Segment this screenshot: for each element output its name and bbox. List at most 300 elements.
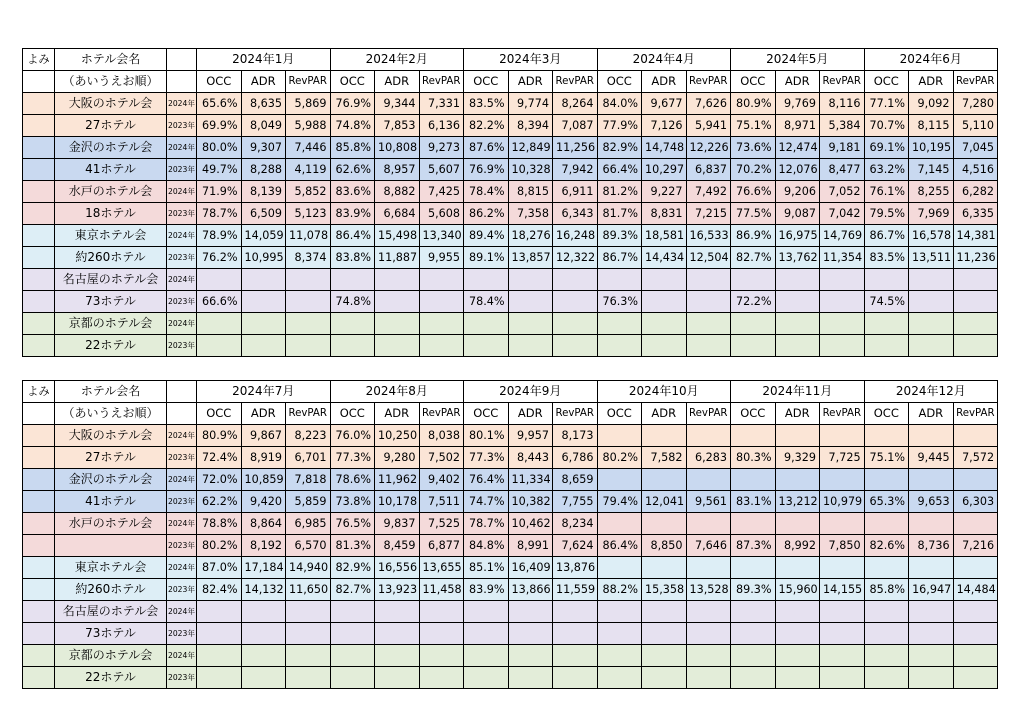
table-cell <box>864 425 909 447</box>
table-cell <box>731 425 776 447</box>
metric-header-adr: ADR <box>241 71 286 93</box>
table-cell: 83.8% <box>330 247 375 269</box>
table-cell: 8,443 <box>508 447 553 469</box>
table-cell: 87.0% <box>197 557 242 579</box>
table-cell: 11,458 <box>419 579 464 601</box>
table-cell: 69.1% <box>864 137 909 159</box>
table-cell: 14,769 <box>820 225 865 247</box>
table-cell: 77.1% <box>864 93 909 115</box>
table-cell: 81.7% <box>597 203 642 225</box>
table-cell <box>286 601 331 623</box>
table-cell <box>642 291 687 313</box>
table-cell: 8,394 <box>508 115 553 137</box>
hotel-group-name: 27ホテル <box>55 447 167 469</box>
table-cell: 7,145 <box>909 159 954 181</box>
metric-header-adr: ADR <box>642 71 687 93</box>
table-cell: 7,511 <box>419 491 464 513</box>
hotel-group-name: 名古屋のホテル会 <box>55 269 167 291</box>
year-label: 2023年 <box>167 623 197 645</box>
table-cell <box>241 335 286 357</box>
table-cell: 16,578 <box>909 225 954 247</box>
hotel-group-header: ホテル会名 <box>55 49 167 71</box>
table-row <box>23 469 998 491</box>
table-cell: 84.0% <box>597 93 642 115</box>
table-cell <box>953 513 998 535</box>
hotel-group-name: 水戸のホテル会 <box>55 513 167 535</box>
table-cell <box>731 313 776 335</box>
table-cell <box>375 269 420 291</box>
table-cell <box>775 601 820 623</box>
table-cell: 16,409 <box>508 557 553 579</box>
table-cell <box>909 601 954 623</box>
table-cell <box>731 645 776 667</box>
table-cell: 7,446 <box>286 137 331 159</box>
table-cell: 8,264 <box>553 93 598 115</box>
table-cell: 84.8% <box>464 535 509 557</box>
table-cell <box>419 601 464 623</box>
table-cell: 80.2% <box>197 535 242 557</box>
table-cell: 7,358 <box>508 203 553 225</box>
table-cell: 86.4% <box>597 535 642 557</box>
table-cell: 9,092 <box>909 93 954 115</box>
table-row <box>23 425 998 447</box>
table-cell <box>241 313 286 335</box>
table-cell: 12,474 <box>775 137 820 159</box>
table-cell <box>953 557 998 579</box>
table-cell: 9,227 <box>642 181 687 203</box>
table-cell <box>775 291 820 313</box>
table-cell: 11,354 <box>820 247 865 269</box>
table-cell: 15,498 <box>375 225 420 247</box>
table-cell <box>464 645 509 667</box>
table-cell: 10,382 <box>508 491 553 513</box>
table-cell: 11,078 <box>286 225 331 247</box>
table-cell: 8,850 <box>642 535 687 557</box>
table-cell <box>686 557 731 579</box>
table-cell <box>286 667 331 689</box>
table-cell <box>553 645 598 667</box>
metric-header-revpar: RevPAR <box>820 403 865 425</box>
year-label: 2023年 <box>167 335 197 357</box>
table-cell <box>775 667 820 689</box>
table-cell <box>286 313 331 335</box>
table-cell <box>508 623 553 645</box>
table-cell: 13,923 <box>375 579 420 601</box>
table-cell: 13,340 <box>419 225 464 247</box>
year-label: 2024年 <box>167 557 197 579</box>
table-cell: 4,516 <box>953 159 998 181</box>
hotel-stats-table-jan-jun <box>22 48 998 357</box>
metric-header-revpar: RevPAR <box>953 71 998 93</box>
year-label: 2023年 <box>167 667 197 689</box>
table-cell: 7,280 <box>953 93 998 115</box>
table-cell: 6,684 <box>375 203 420 225</box>
table-cell: 8,139 <box>241 181 286 203</box>
table-cell: 7,969 <box>909 203 954 225</box>
table-cell: 9,955 <box>419 247 464 269</box>
table-cell: 8,477 <box>820 159 865 181</box>
table-cell: 6,837 <box>686 159 731 181</box>
table-cell: 4,119 <box>286 159 331 181</box>
table-cell: 10,297 <box>642 159 687 181</box>
table-cell: 9,677 <box>642 93 687 115</box>
table-cell: 16,947 <box>909 579 954 601</box>
table-cell <box>330 623 375 645</box>
table-cell <box>909 291 954 313</box>
table-cell <box>864 269 909 291</box>
table-cell <box>508 313 553 335</box>
month-header-row <box>23 49 998 71</box>
table-cell: 13,655 <box>419 557 464 579</box>
metric-header-adr: ADR <box>642 403 687 425</box>
yomi-cell <box>23 579 55 601</box>
table-cell <box>864 469 909 491</box>
table-cell: 6,136 <box>419 115 464 137</box>
table-cell: 7,052 <box>820 181 865 203</box>
metric-header-occ: OCC <box>597 403 642 425</box>
table-cell <box>775 269 820 291</box>
table-cell: 8,374 <box>286 247 331 269</box>
table-cell <box>375 335 420 357</box>
table-cell <box>286 269 331 291</box>
table-cell <box>731 557 776 579</box>
table-cell: 10,808 <box>375 137 420 159</box>
table-cell <box>864 601 909 623</box>
table-cell <box>597 513 642 535</box>
metric-header-adr: ADR <box>909 403 954 425</box>
table-cell <box>820 291 865 313</box>
table-cell: 74.8% <box>330 115 375 137</box>
year-label: 2024年 <box>167 313 197 335</box>
table-cell: 6,335 <box>953 203 998 225</box>
table-cell: 78.7% <box>197 203 242 225</box>
table-cell: 13,762 <box>775 247 820 269</box>
table-cell: 15,358 <box>642 579 687 601</box>
table-cell <box>909 623 954 645</box>
table-cell <box>330 313 375 335</box>
table-cell <box>864 645 909 667</box>
table-cell <box>597 645 642 667</box>
yomi-cell <box>23 447 55 469</box>
table-cell <box>953 601 998 623</box>
table-cell: 76.4% <box>464 469 509 491</box>
table-cell <box>375 623 420 645</box>
table-cell: 8,049 <box>241 115 286 137</box>
metric-header-row <box>23 71 998 93</box>
table-cell: 73.6% <box>731 137 776 159</box>
table-cell: 78.9% <box>197 225 242 247</box>
table-cell: 7,850 <box>820 535 865 557</box>
metric-header-adr: ADR <box>241 403 286 425</box>
table-cell <box>419 269 464 291</box>
year-label: 2024年 <box>167 181 197 203</box>
table-cell: 82.9% <box>597 137 642 159</box>
table-cell: 8,234 <box>553 513 598 535</box>
table-row <box>23 291 998 313</box>
table-cell <box>686 313 731 335</box>
table-cell: 7,216 <box>953 535 998 557</box>
table-cell: 49.7% <box>197 159 242 181</box>
table-cell: 9,181 <box>820 137 865 159</box>
table-cell: 8,635 <box>241 93 286 115</box>
hotel-group-name: 41ホテル <box>55 159 167 181</box>
table-cell: 6,911 <box>553 181 598 203</box>
table-cell: 83.5% <box>864 247 909 269</box>
table-cell: 14,434 <box>642 247 687 269</box>
table-cell <box>330 335 375 357</box>
table-cell: 76.3% <box>597 291 642 313</box>
yomi-cell <box>23 269 55 291</box>
table-cell <box>553 667 598 689</box>
table-row <box>23 645 998 667</box>
table-cell: 88.2% <box>597 579 642 601</box>
table-row <box>23 557 998 579</box>
table-cell: 10,979 <box>820 491 865 513</box>
metric-header-occ: OCC <box>197 71 242 93</box>
table-cell <box>731 623 776 645</box>
table-cell: 8,882 <box>375 181 420 203</box>
table-cell: 8,864 <box>241 513 286 535</box>
table-cell <box>419 335 464 357</box>
yomi-cell <box>23 93 55 115</box>
yomi-cell <box>23 557 55 579</box>
month-header-row <box>23 381 998 403</box>
table-cell: 62.6% <box>330 159 375 181</box>
table-row <box>23 159 998 181</box>
table-cell: 6,570 <box>286 535 331 557</box>
table-cell <box>775 513 820 535</box>
metric-header-adr: ADR <box>375 71 420 93</box>
table-cell <box>820 513 865 535</box>
order-note: （あいうえお順） <box>55 71 167 93</box>
table-cell: 8,459 <box>375 535 420 557</box>
yomi-blank <box>23 403 55 425</box>
table-cell: 8,255 <box>909 181 954 203</box>
table-row <box>23 203 998 225</box>
year-label: 2023年 <box>167 579 197 601</box>
hotel-group-name: 名古屋のホテル会 <box>55 601 167 623</box>
table-cell <box>286 291 331 313</box>
metric-header-occ: OCC <box>731 71 776 93</box>
table-cell <box>241 269 286 291</box>
table-cell <box>820 313 865 335</box>
table-cell: 82.7% <box>330 579 375 601</box>
table-cell: 78.6% <box>330 469 375 491</box>
table-cell <box>375 667 420 689</box>
table-cell: 10,859 <box>241 469 286 491</box>
table-cell <box>508 335 553 357</box>
table-cell: 82.9% <box>330 557 375 579</box>
table-cell <box>686 601 731 623</box>
yomi-cell <box>23 313 55 335</box>
table-cell: 89.4% <box>464 225 509 247</box>
year-label: 2023年 <box>167 247 197 269</box>
table-cell: 9,329 <box>775 447 820 469</box>
metric-header-adr: ADR <box>508 71 553 93</box>
table-cell: 66.6% <box>197 291 242 313</box>
metric-header-row <box>23 403 998 425</box>
table-row <box>23 269 998 291</box>
month-header: 2024年12月 <box>864 381 998 403</box>
table-cell <box>642 667 687 689</box>
table-cell <box>553 601 598 623</box>
table-cell <box>864 513 909 535</box>
table-cell <box>909 513 954 535</box>
table-cell <box>864 667 909 689</box>
table-cell: 12,226 <box>686 137 731 159</box>
table-cell <box>286 623 331 645</box>
table-cell <box>686 425 731 447</box>
table-cell <box>241 645 286 667</box>
table-cell <box>241 601 286 623</box>
metric-header-revpar: RevPAR <box>419 71 464 93</box>
table-cell: 6,786 <box>553 447 598 469</box>
table-cell: 6,282 <box>953 181 998 203</box>
table-cell <box>953 425 998 447</box>
table-cell <box>909 557 954 579</box>
table-cell: 8,815 <box>508 181 553 203</box>
table-cell: 8,659 <box>553 469 598 491</box>
metric-header-adr: ADR <box>909 71 954 93</box>
table-cell: 11,334 <box>508 469 553 491</box>
table-cell <box>686 667 731 689</box>
metric-header-revpar: RevPAR <box>686 71 731 93</box>
month-header: 2024年2月 <box>330 49 464 71</box>
year-label: 2024年 <box>167 93 197 115</box>
table-cell: 8,971 <box>775 115 820 137</box>
table-cell: 11,256 <box>553 137 598 159</box>
table-cell: 12,504 <box>686 247 731 269</box>
table-cell: 10,995 <box>241 247 286 269</box>
table-cell <box>953 667 998 689</box>
table-cell <box>820 557 865 579</box>
metric-header-occ: OCC <box>731 403 776 425</box>
table-cell: 65.6% <box>197 93 242 115</box>
year-label: 2023年 <box>167 159 197 181</box>
table-cell: 7,126 <box>642 115 687 137</box>
table-cell <box>909 645 954 667</box>
table-cell <box>642 425 687 447</box>
table-cell <box>286 645 331 667</box>
table-cell <box>197 645 242 667</box>
table-cell <box>731 269 776 291</box>
table-cell <box>419 291 464 313</box>
metric-header-occ: OCC <box>464 71 509 93</box>
table-cell: 5,869 <box>286 93 331 115</box>
hotel-group-name: 41ホテル <box>55 491 167 513</box>
hotel-group-name: 大阪のホテル会 <box>55 425 167 447</box>
table-cell: 8,173 <box>553 425 598 447</box>
table-cell: 70.7% <box>864 115 909 137</box>
table-cell: 7,624 <box>553 535 598 557</box>
table-cell: 5,110 <box>953 115 998 137</box>
table-cell <box>419 645 464 667</box>
table-cell: 89.3% <box>731 579 776 601</box>
table-cell: 66.4% <box>597 159 642 181</box>
table-cell: 5,607 <box>419 159 464 181</box>
table-cell: 16,975 <box>775 225 820 247</box>
metric-header-adr: ADR <box>775 71 820 93</box>
metric-header-occ: OCC <box>597 71 642 93</box>
table-cell: 5,988 <box>286 115 331 137</box>
table-cell: 7,818 <box>286 469 331 491</box>
table-cell <box>820 469 865 491</box>
yomi-cell <box>23 225 55 247</box>
table-cell: 7,045 <box>953 137 998 159</box>
table-cell: 7,725 <box>820 447 865 469</box>
table-cell: 79.5% <box>864 203 909 225</box>
table-cell: 9,561 <box>686 491 731 513</box>
table-cell <box>775 425 820 447</box>
table-cell: 9,307 <box>241 137 286 159</box>
table-cell <box>553 623 598 645</box>
table-cell: 7,492 <box>686 181 731 203</box>
year-header-blank <box>167 381 197 403</box>
table-cell: 85.1% <box>464 557 509 579</box>
table-cell <box>330 645 375 667</box>
table-cell: 14,381 <box>953 225 998 247</box>
year-label: 2024年 <box>167 425 197 447</box>
year-header-blank <box>167 71 197 93</box>
table-cell <box>286 335 331 357</box>
month-header: 2024年10月 <box>597 381 731 403</box>
month-header: 2024年3月 <box>464 49 598 71</box>
yomi-cell <box>23 335 55 357</box>
metric-header-revpar: RevPAR <box>286 71 331 93</box>
yomi-cell <box>23 601 55 623</box>
table-cell <box>731 469 776 491</box>
yomi-cell <box>23 137 55 159</box>
table-cell: 76.0% <box>330 425 375 447</box>
table-cell: 7,755 <box>553 491 598 513</box>
hotel-group-name: 18ホテル <box>55 203 167 225</box>
table-cell <box>642 557 687 579</box>
table-cell: 13,876 <box>553 557 598 579</box>
table-cell: 6,283 <box>686 447 731 469</box>
table-cell <box>775 645 820 667</box>
table-cell: 9,087 <box>775 203 820 225</box>
table-cell: 16,533 <box>686 225 731 247</box>
hotel-group-name: 京都のホテル会 <box>55 645 167 667</box>
order-note: （あいうえお順） <box>55 403 167 425</box>
year-label: 2023年 <box>167 203 197 225</box>
table-cell: 14,132 <box>241 579 286 601</box>
table-cell <box>820 667 865 689</box>
table-cell <box>731 601 776 623</box>
table-cell: 63.2% <box>864 159 909 181</box>
table-cell: 62.2% <box>197 491 242 513</box>
table-cell: 6,701 <box>286 447 331 469</box>
table-cell: 11,650 <box>286 579 331 601</box>
table-cell: 76.6% <box>731 181 776 203</box>
table-cell: 14,155 <box>820 579 865 601</box>
table-cell: 10,462 <box>508 513 553 535</box>
table-cell: 76.1% <box>864 181 909 203</box>
table-cell: 6,303 <box>953 491 998 513</box>
year-label: 2024年 <box>167 645 197 667</box>
table-cell <box>375 601 420 623</box>
table-cell <box>508 291 553 313</box>
table-cell <box>775 469 820 491</box>
table-cell <box>375 291 420 313</box>
table-cell <box>464 313 509 335</box>
table-cell: 9,867 <box>241 425 286 447</box>
table-cell <box>820 601 865 623</box>
table-cell: 7,087 <box>553 115 598 137</box>
table-cell: 85.8% <box>330 137 375 159</box>
table-cell: 8,992 <box>775 535 820 557</box>
table-cell: 11,887 <box>375 247 420 269</box>
